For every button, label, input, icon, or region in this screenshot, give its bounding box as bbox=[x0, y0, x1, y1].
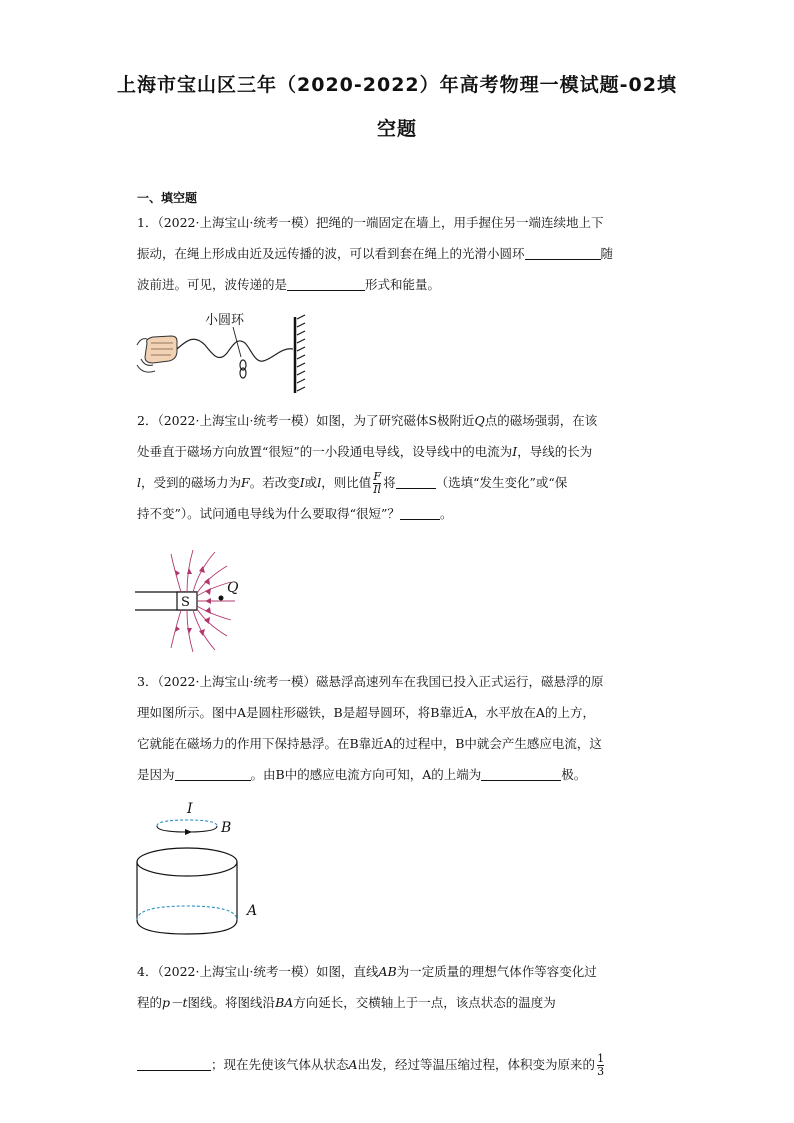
magnet-pole-label: S bbox=[181, 595, 190, 610]
q2-text: 持不变”）。试问通电导线为什么要取得“很短”？ bbox=[137, 506, 400, 521]
question-2 bbox=[137, 405, 660, 529]
hand-icon bbox=[137, 336, 177, 372]
q1-text: 形式和能量。 bbox=[365, 277, 441, 292]
point-Q bbox=[219, 596, 224, 601]
q2-text: 如图，为了研究磁体S极附近 bbox=[315, 413, 475, 428]
ring-B-label: B bbox=[221, 820, 232, 836]
q2-text: 将 bbox=[383, 475, 396, 490]
question-source: （2022·上海宝山·统考一模） bbox=[157, 674, 316, 689]
q2-text: ，受到的磁场力为 bbox=[141, 475, 242, 490]
question-4 bbox=[137, 956, 660, 1080]
q4-var: BA bbox=[275, 995, 294, 1010]
magnet-field-figure bbox=[135, 548, 255, 658]
q1-text: 随 bbox=[600, 246, 614, 261]
q2-var: Q bbox=[474, 413, 485, 428]
current-arrow-icon bbox=[185, 829, 192, 835]
q4-text: 出发，经过等温压缩过程，体积变为原来的 bbox=[357, 1057, 596, 1072]
answer-blank[interactable] bbox=[137, 1056, 211, 1071]
answer-blank[interactable] bbox=[525, 245, 601, 260]
q3-text: 。由B中的感应电流方向可知，A的上端为 bbox=[250, 767, 482, 782]
rope-wave-figure bbox=[133, 305, 313, 400]
q2-text: 。若改变 bbox=[249, 475, 300, 490]
q4-text: 为一定质量的理想气体作等容变化过 bbox=[396, 964, 597, 979]
q3-text: 它就能在磁场力的作用下保持悬浮。在B靠近A的过程中，B中就会产生感应电流，这 bbox=[137, 736, 602, 751]
fraction-one-third bbox=[597, 1053, 604, 1078]
q3-text: 极。 bbox=[561, 767, 587, 782]
magnet-A-label: A bbox=[247, 903, 258, 919]
document-title-line2: 空题 bbox=[376, 118, 417, 140]
ring-icon bbox=[240, 360, 246, 378]
question-3 bbox=[137, 666, 660, 790]
current-label: I bbox=[187, 801, 193, 817]
question-number: 2． bbox=[137, 413, 158, 428]
answer-blank[interactable] bbox=[481, 766, 561, 781]
q2-var: I bbox=[512, 444, 518, 459]
answer-blank[interactable] bbox=[400, 505, 440, 520]
q2-var: l bbox=[317, 475, 322, 490]
point-Q-label: Q bbox=[227, 580, 239, 596]
q2-text: ，导线的长为 bbox=[517, 444, 593, 459]
fraction-denominator: Il bbox=[373, 483, 382, 496]
q1-text: 波前进。可见，波传递的是 bbox=[137, 277, 288, 292]
q3-text: 是因为 bbox=[137, 767, 175, 782]
q4-text: 图线。将图线沿 bbox=[187, 995, 276, 1010]
maglev-figure bbox=[135, 796, 275, 948]
question-source: （2022·上海宝山·统考一模） bbox=[157, 215, 316, 230]
fraction-denominator: 3 bbox=[597, 1065, 605, 1078]
rope bbox=[177, 339, 293, 361]
q4-var: p－t bbox=[162, 995, 188, 1010]
question-source: （2022·上海宝山·统考一模） bbox=[157, 964, 316, 979]
question-1 bbox=[137, 207, 660, 300]
q2-var: F bbox=[241, 475, 250, 490]
fraction-F-over-Il bbox=[373, 471, 381, 496]
q1-text: 把绳的一端固定在墙上，用手握住另一端连续地上下 bbox=[315, 215, 604, 230]
q4-var: A bbox=[348, 1057, 358, 1072]
q4-text: 如图，直线 bbox=[315, 964, 379, 979]
q2-text: 点的磁场强弱，在该 bbox=[484, 413, 598, 428]
q2-text: 处垂直于磁场方向放置“很短”的一小段通电导线，设导线中的电流为 bbox=[137, 444, 513, 459]
fraction-numerator: F bbox=[373, 470, 381, 483]
question-number: 1． bbox=[137, 215, 158, 230]
answer-blank[interactable] bbox=[396, 474, 436, 489]
cylinder-magnet-A bbox=[137, 848, 237, 934]
q4-text: 程的 bbox=[137, 995, 163, 1010]
q3-text: 磁悬浮高速列车在我国已投入正式运行，磁悬浮的原 bbox=[315, 674, 604, 689]
q2-text: （选填“发生变化”或“保 bbox=[435, 475, 568, 490]
q4-var: AB bbox=[378, 964, 397, 979]
fraction-numerator: 1 bbox=[597, 1052, 605, 1065]
section-heading: 一、填空题 bbox=[137, 191, 198, 205]
q2-text: 或 bbox=[304, 475, 318, 490]
q4-text: 方向延长，交横轴上于一点，该点状态的温度为 bbox=[293, 995, 556, 1010]
answer-blank[interactable] bbox=[287, 276, 365, 291]
q3-text: 理如图所示。图中A是圆柱形磁铁，B是超导圆环，将B靠近A，水平放在A的上方， bbox=[137, 705, 595, 720]
q1-text: 振动，在绳上形成由近及远传播的波，可以看到套在绳上的光滑小圆环 bbox=[137, 246, 525, 261]
superconducting-ring-B bbox=[157, 820, 217, 835]
ring-pointer bbox=[233, 327, 241, 357]
bar-magnet bbox=[135, 592, 197, 610]
document-title-line1: 上海市宝山区三年（2020-2022）年高考物理一模试题-02填 bbox=[117, 74, 677, 96]
question-source: （2022·上海宝山·统考一模） bbox=[157, 413, 316, 428]
q2-text: ，则比值 bbox=[321, 475, 372, 490]
q2-var: I bbox=[299, 475, 305, 490]
q2-var: l bbox=[137, 475, 141, 490]
answer-blank[interactable] bbox=[175, 766, 251, 781]
wall bbox=[295, 315, 305, 393]
q2-text: 。 bbox=[439, 506, 453, 521]
question-number: 3． bbox=[137, 674, 158, 689]
q4-text: ；现在先使该气体从状态 bbox=[211, 1057, 349, 1072]
ring-label: 小圆环 bbox=[205, 312, 245, 327]
question-number: 4． bbox=[137, 964, 158, 979]
